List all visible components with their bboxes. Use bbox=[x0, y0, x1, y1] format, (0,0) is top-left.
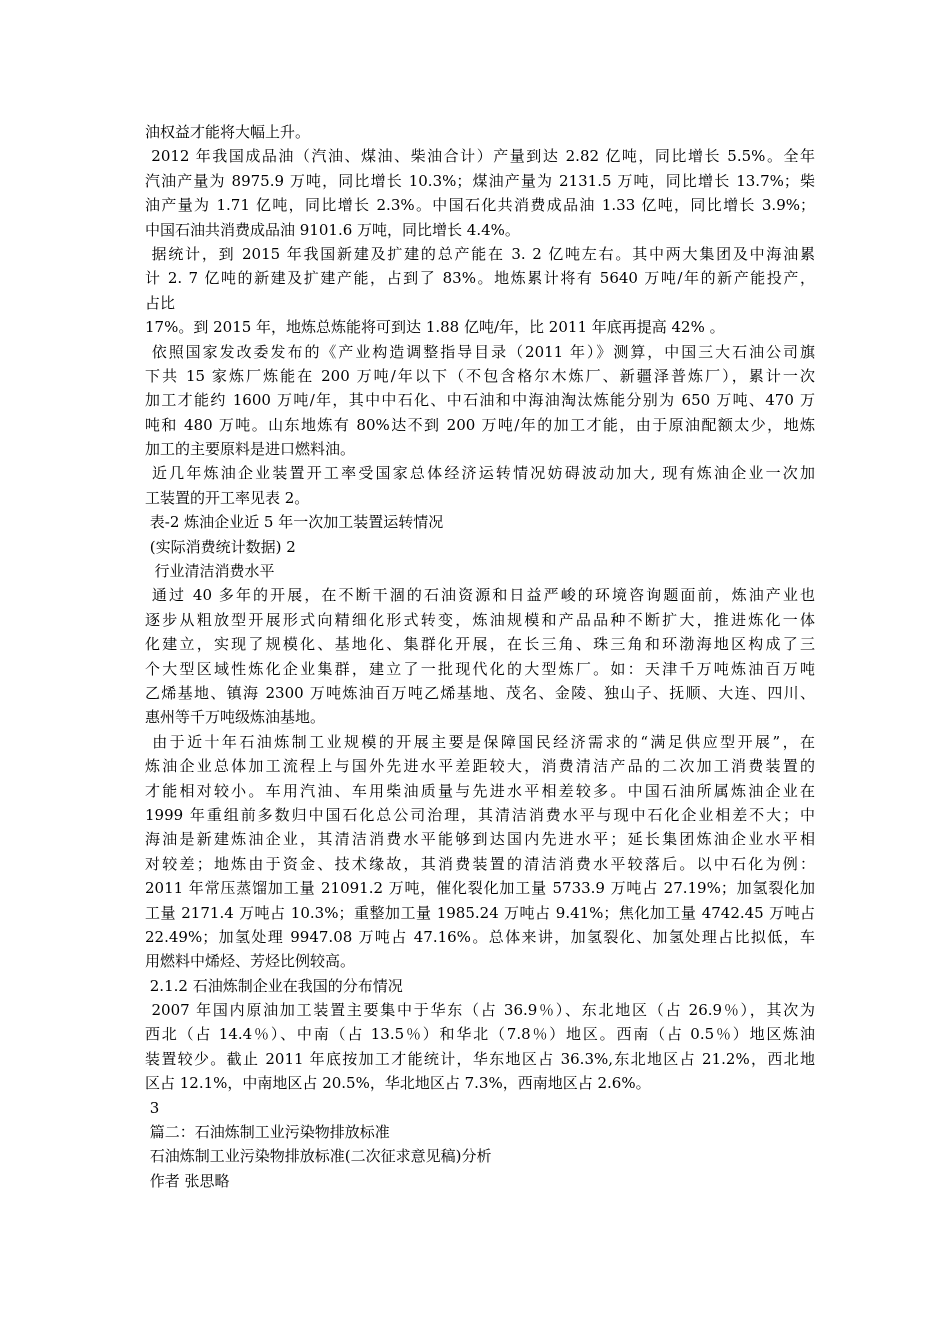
text-line: 对较差；地炼由于资金、技术缘故，其消费装置的清洁消费水平较落后。以中石化为例： bbox=[145, 854, 815, 873]
text-line: 下共 15 家炼厂炼能在 200 万吨/年以下（不包含格尔木炼厂、新疆泽普炼厂），累计一次 bbox=[145, 366, 815, 385]
text-line: 22.49%；加氢处理 9947.08 万吨占 47.16%。总体来讲，加氢裂化、加氢处理占比拟低，车 bbox=[145, 927, 815, 946]
text-line: (实际消费统计数据) 2 bbox=[145, 537, 296, 556]
text-line: 工量 2171.4 万吨占 10.3%；重整加工量 1985.24 万吨占 9.41%；焦化加工量 4742.45 万吨占 bbox=[145, 903, 815, 922]
text-line: 加工的主要原料是进口燃料油。 bbox=[145, 440, 356, 459]
text-line: 行业清洁消费水平 bbox=[145, 562, 275, 581]
text-line: 逐步从粗放型开展形式向精细化形式转变，炼油规模和产品品种不断扩大，推进炼化一体 bbox=[145, 610, 815, 629]
text-line: 化建立，实现了规模化、基地化、集群化开展，在长三角、珠三角和环渤海地区构成了三 bbox=[145, 635, 815, 654]
text-line: 工装置的开工率见表 2。 bbox=[145, 488, 310, 507]
text-line: 吨和 480 万吨。山东地炼有 80%达不到 200 万吨/年的加工才能，由于原油配额太少，地炼 bbox=[145, 415, 815, 434]
text-line: 石油炼制工业污染物排放标准(二次征求意见稿)分析 bbox=[145, 1147, 492, 1166]
text-line: 油产量为 1.71 亿吨，同比增长 2.3%。中国石化共消费成品油 1.33 亿吨，同比增长 3.9%； bbox=[145, 196, 815, 215]
text-line: 由于近十年石油炼制工业规模的开展主要是保障国民经济需求的“满足供应型开展”，在 bbox=[145, 732, 815, 751]
text-line: 2012 年我国成品油（汽油、煤油、柴油合计）产量到达 2.82 亿吨，同比增长 5.5%。全年 bbox=[145, 147, 815, 166]
text-line: 表-2 炼油企业近 5 年一次加工装置运转情况 bbox=[145, 513, 444, 532]
text-line: 区占 12.1%，中南地区占 20.5%，华北地区占 7.3%，西南地区占 2.6%。 bbox=[145, 1074, 651, 1093]
text-line: 西北（占 14.4％）、中南（占 13.5％）和华北（7.8％）地区。西南（占 0.5％）地区炼油 bbox=[145, 1025, 815, 1044]
text-line: 惠州等千万吨级炼油基地。 bbox=[145, 708, 326, 727]
text-line: 计 2. 7 亿吨的新建及扩建产能，占到了 83%。地炼累计将有 5640 万吨/年的新产能投产， bbox=[145, 269, 815, 288]
text-line: 2.1.2 石油炼制企业在我国的分布情况 bbox=[145, 976, 403, 995]
text-line: 海油是新建炼油企业，其清洁消费水平能够到达国内先进水平；延长集团炼油企业水平相 bbox=[145, 830, 815, 849]
text-line: 依照国家发改委发布的《产业构造调整指导目录（2011 年）》测算，中国三大石油公司旗 bbox=[145, 342, 815, 361]
text-line: 2007 年国内原油加工装置主要集中于华东（占 36.9％）、东北地区（占 26.9％），其次为 bbox=[145, 1001, 815, 1020]
text-line: 炼油企业总体加工流程上与国外先进水平差距较大，消费清洁产品的二次加工消费装置的 bbox=[145, 757, 815, 776]
text-line: 装置较少。截止 2011 年底按加工才能统计，华东地区占 36.3%,东北地区占 21.2%，西北地 bbox=[145, 1049, 815, 1068]
text-line: 17%。到 2015 年，地炼总炼能将可到达 1.88 亿吨/年，比 2011 年底再提高 42% 。 bbox=[145, 318, 725, 337]
text-line: 油权益才能将大幅上升。 bbox=[145, 123, 311, 141]
text-line: 通过 40 多年的开展，在不断干涸的石油资源和日益严峻的环境咨询题面前，炼油产业也 bbox=[145, 586, 815, 605]
text-line: 近几年炼油企业装置开工率受国家总体经济运转情况妨碍波动加大, 现有炼油企业一次加 bbox=[145, 464, 815, 483]
text-line: 作者 张思略 bbox=[145, 1171, 230, 1190]
text-line: 汽油产量为 8975.9 万吨，同比增长 10.3%；煤油产量为 2131.5 万吨，同比增长 13.7%；柴 bbox=[145, 171, 815, 190]
text-line: 乙烯基地、镇海 2300 万吨炼油百万吨乙烯基地、茂名、金陵、独山子、抚顺、大连、四川、 bbox=[145, 683, 815, 702]
text-line: 个大型区域性炼化企业集群，建立了一批现代化的大型炼厂。如：天津千万吨炼油百万吨 bbox=[145, 659, 815, 678]
text-line: 中国石油共消费成品油 9101.6 万吨，同比增长 4.4%。 bbox=[145, 220, 520, 239]
text-line: 才能相对较小。车用汽油、车用柴油质量与先进水平相差较多。中国石油所属炼油企业在 bbox=[145, 781, 815, 800]
text-line: 占比 bbox=[145, 293, 176, 312]
text-line: 篇二：石油炼制工业污染物排放标准 bbox=[145, 1123, 390, 1142]
text-line: 3 bbox=[145, 1098, 160, 1117]
text-line: 用燃料中烯烃、芳烃比例较高。 bbox=[145, 952, 356, 971]
text-line: 加工才能约 1600 万吨/年，其中中石化、中石油和中海油淘汰炼能分别为 650 万吨、470 万 bbox=[145, 391, 815, 410]
text-line: 2011 年常压蒸馏加工量 21091.2 万吨，催化裂化加工量 5733.9 万吨占 27.19%；加氢裂化加 bbox=[145, 879, 815, 898]
text-line: 1999 年重组前多数归中国石化总公司治理，其清洁消费水平与现中石化企业相差不大；中 bbox=[145, 805, 815, 824]
document-body bbox=[145, 120, 815, 1193]
text-line: 据统计，到 2015 年我国新建及扩建的总产能在 3. 2 亿吨左右。其中两大集团及中海油累 bbox=[145, 244, 815, 263]
